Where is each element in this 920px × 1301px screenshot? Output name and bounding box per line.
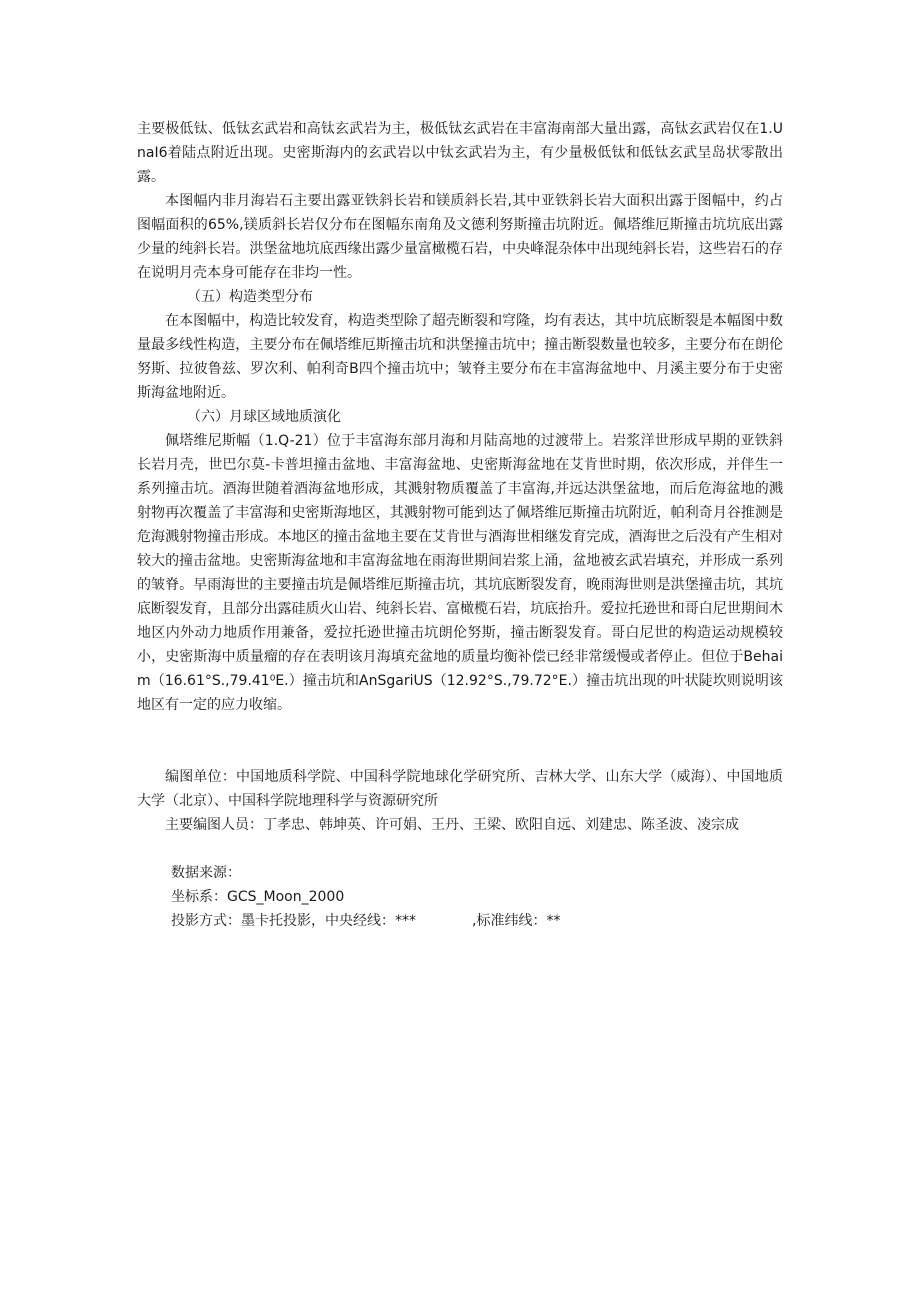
- standard-parallel: ,标准纬线：**: [472, 913, 561, 929]
- heading-structure-types: （五）构造类型分布: [187, 289, 313, 305]
- paragraph-structure: 在本图幅中，构造比较发育，构造类型除了超壳断裂和穹隆，均有表达，其中坑底断裂是本幅图中数量最多线性构造，主要分布在佩塔维厄斯撞击坑和洪堡撞击坑中；撞击断裂数量也较多，主要分布在朗伦努斯、拉彼鲁兹、罗次利、帕利奇B四个撞击坑中；皱脊主要分布在丰富海盆地中、月溪主要分布于史密斯海盆地附近。: [137, 313, 783, 401]
- compiling-staff: 主要编图人员：丁孝忠、韩坤英、许可娟、王丹、王梁、欧阳自远、刘建忠、陈圣波、凌宗成: [165, 817, 739, 833]
- paragraph-evolution: 佩塔维尼斯幅（1.Q-21）位于丰富海东部月海和月陆高地的过渡带上。岩浆洋世形成早期的亚铁斜长岩月壳，世巴尔莫-卡普坦撞击盆地、丰富海盆地、史密斯海盆地在艾肯世时期，依次形成，并伴生一系列撞击坑。酒海世随着酒海盆地形成，其溅射物质覆盖了丰富海,并远达洪堡盆地，而后危海盆地的溅射物再次覆盖了丰富海和史密斯海地区，其溅射物可能到达了佩塔维厄斯撞击坑附近，帕利奇月谷推测是危海溅射物撞击形成。本地区的撞击盆地主要在艾肯世与酒海世相继发育完成，酒海世之后没有产生相对较大的撞击盆地。史密斯海盆地和丰富海盆地在雨海世期间岩浆上涌，盆地被玄武岩填充，并形成一系列的皱脊。早雨海世的主要撞击坑是佩塔维厄斯撞击坑，其坑底断裂发育，晚雨海世则是洪堡撞击坑，其坑底断裂发育，且部分出露硅质火山岩、纯斜长岩、富橄榄石岩，坑底抬升。爱拉托逊世和哥白尼世期间木地区内外动力地质作用兼备，爱拉托逊世撞击坑朗伦努斯，撞击断裂发育。哥白尼世的构造运动规模较小，史密斯海中质量瘤的存在表明该月海填充盆地的质量均衡补偿已经非常缓慢或者停止。但位于Behaim（16.61°S.,79.41⁰E.）撞击坑和AnSgariUS（12.92°S.,79.72°E.）撞击坑出现的叶状陡坎则说明该地区有一定的应力收缩。: [137, 433, 783, 713]
- heading-geologic-evolution: （六）月球区域地质演化: [187, 409, 341, 425]
- document-page: [137, 117, 783, 933]
- projection-line: [137, 909, 783, 933]
- coordinate-system: 坐标系：GCS_Moon_2000: [171, 889, 345, 905]
- compiling-units: 编图单位：中国地质科学院、中国科学院地球化学研究所、吉林大学、山东大学（威海）、中国地质大学（北京）、中国科学院地理科学与资源研究所: [137, 769, 783, 809]
- projection-method: 投影方式：墨卡托投影，中央经线：***: [171, 913, 416, 929]
- data-source-label: 数据来源：: [171, 865, 241, 881]
- spacer: [137, 837, 783, 861]
- spacer: [137, 717, 783, 765]
- paragraph-basalt: 主要极低钛、低钛玄武岩和高钛玄武岩为主，极低钛玄武岩在丰富海南部大量出露，高钛玄武岩仅在1.UnaI6着陆点附近出现。史密斯海内的玄武岩以中钛玄武岩为主，有少量极低钛和低钛玄武呈岛状零散出露。: [137, 121, 783, 185]
- paragraph-nonmare-rocks: 本图幅内非月海岩石主要出露亚铁斜长岩和镁质斜长岩,其中亚铁斜长岩大面积出露于图幅中，约占图幅面积的65%,镁质斜长岩仅分布在图幅东南角及文德利努斯撞击坑附近。佩塔维厄斯撞击坑坑底出露少量的纯斜长岩。洪堡盆地坑底西缘出露少量富橄榄石岩，中央峰混杂体中出现纯斜长岩，这些岩石的存在说明月壳本身可能存在非均一性。: [137, 193, 783, 281]
